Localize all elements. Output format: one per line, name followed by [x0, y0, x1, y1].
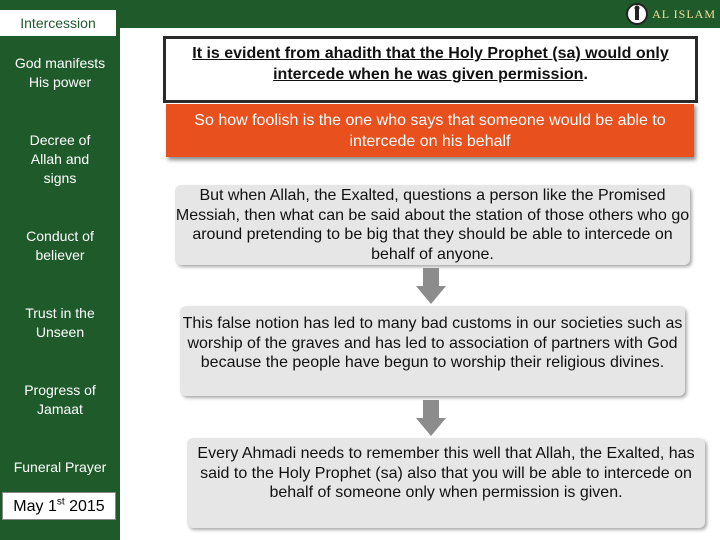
statement-box-orange	[166, 103, 694, 157]
sidebar-item-progress[interactable]	[0, 381, 120, 419]
statement-main-period: .	[583, 66, 588, 83]
down-arrow-icon	[416, 400, 446, 436]
sidebar-item-label: Funeral Prayer	[13, 459, 107, 475]
date-box	[2, 492, 116, 520]
date-year: 2015	[69, 498, 105, 515]
sidebar-tab-label: Intercession	[20, 15, 96, 31]
statement-box-3	[187, 438, 705, 528]
sidebar-item-god-manifests[interactable]	[0, 54, 120, 92]
sidebar-item-decree[interactable]	[0, 131, 120, 188]
sidebar-item-label: Conduct of believer	[26, 228, 94, 263]
sidebar	[0, 0, 120, 540]
statement-box-2	[180, 306, 685, 396]
statement-main-text: It is evident from ahadith that the Holy Prophet (sa) would only intercede when he was given permission	[192, 45, 669, 83]
sidebar-item-label: Trust in the Unseen	[25, 305, 95, 340]
sidebar-item-conduct[interactable]	[0, 227, 120, 265]
sidebar-tab-intercession[interactable]	[0, 10, 116, 36]
sidebar-item-label: Progress of Jamaat	[24, 382, 96, 417]
date-month: May 1	[13, 498, 57, 515]
logo-text: AL ISLAM	[652, 6, 716, 21]
statement-text-3: Every Ahmadi needs to remember this well that Allah, the Exalted, has said to the Holy Prophet (sa) also that you will be able to intercede on behalf of someone only when permission is given.	[197, 445, 695, 501]
statement-box-main	[163, 36, 698, 103]
minaret-logo-icon	[626, 3, 648, 25]
sidebar-item-label: God manifests His power	[14, 55, 106, 90]
statement-text-1: But when Allah, the Exalted, questions a person like the Promised Messiah, then what can be said about the station of those others who go around pretending to be big that they should be able to intercede on behalf of anyone.	[175, 187, 690, 263]
logo[interactable]	[626, 2, 716, 26]
statement-orange-text: So how foolish is the one who says that someone would be able to intercede on his behalf	[194, 112, 666, 150]
sidebar-item-label: Decree of Allah and signs	[29, 132, 91, 186]
date-suffix: st	[56, 496, 65, 508]
sidebar-item-trust[interactable]	[0, 304, 120, 342]
down-arrow-icon	[416, 268, 446, 304]
header-bar	[120, 0, 720, 28]
sidebar-item-funeral[interactable]	[0, 458, 120, 477]
statement-box-1	[175, 185, 690, 265]
statement-text-2: This false notion has led to many bad customs in our societies such as worship of the graves and has led to association of partners with God because the people have begun to worship their religious divines.	[182, 315, 683, 371]
